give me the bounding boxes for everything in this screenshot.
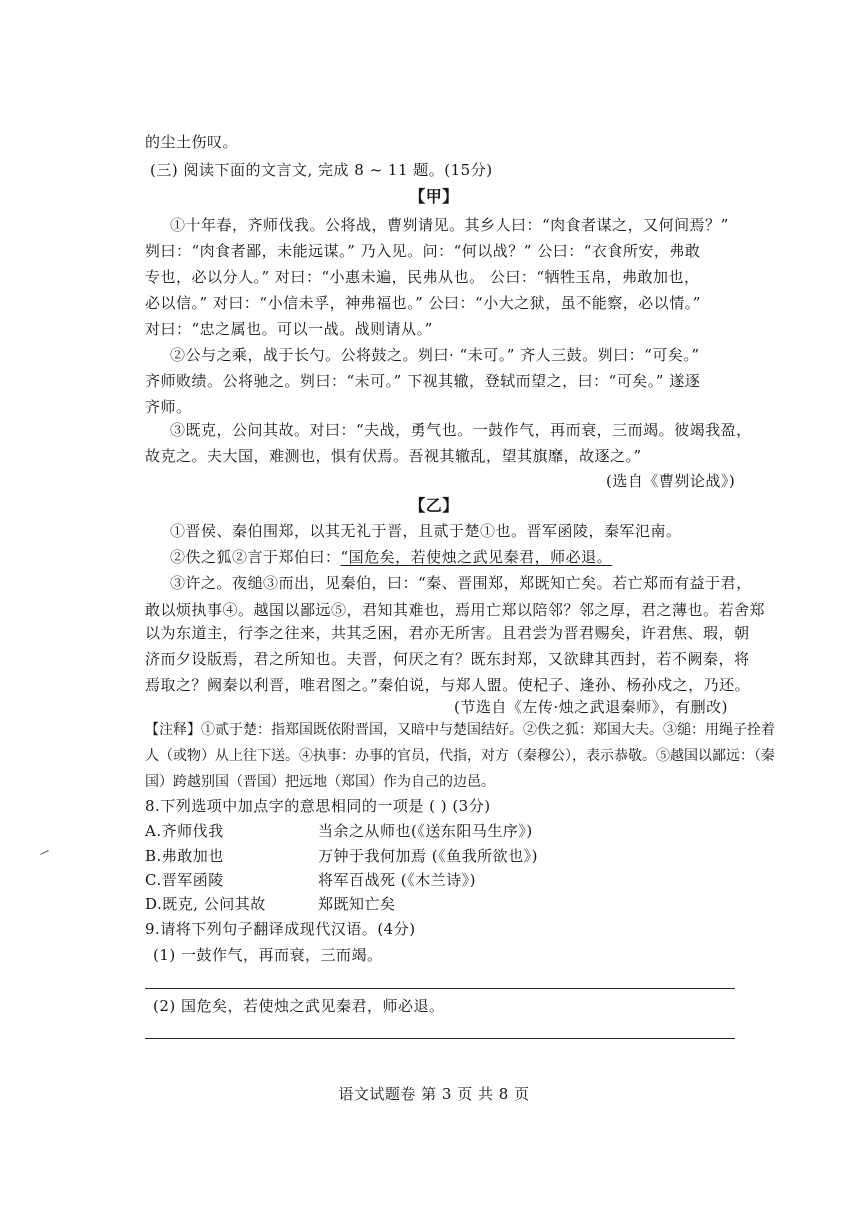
underlined-sentence: “国危矣，若使烛之武见秦君，师必退。 [340, 548, 613, 566]
passage-b-title: 【乙】 [409, 496, 459, 515]
section3-heading: (三) 阅读下面的文言文, 完成 8 ~ 11 题。(15分) [150, 161, 493, 179]
passage-line: 以为东道主，行李之往来，共其乏困，君亦无所害。且君尝为晋君赐矣，许君焦、瑕，朝 [145, 624, 750, 642]
passage-line: 齐师败绩。公将驰之。刿曰：“未可。” 下视其辙，登轼而望之，曰：“可矣。” 遂逐 [145, 372, 701, 390]
option-b-left: B.弗敢加也 [145, 847, 224, 865]
answer-line-2 [145, 1038, 735, 1039]
option-c-right: 将军百战死 (《木兰诗》) [318, 871, 476, 889]
passage-line: 对曰：“忠之属也。可以一战。战则请从。” [145, 320, 433, 338]
passage-line: 济而夕设版焉，君之所知也。夫晋，何厌之有？既东封郑，又欲肆其西封，若不阙秦，将 [145, 650, 750, 668]
passage-line: ①十年春，齐师伐我。公将战，曹刿请见。其乡人曰：“肉食者谋之，又何间焉？” [170, 216, 729, 234]
note-line: 【注释】①贰于楚：指郑国既依附晋国，又暗中与楚国结好。②佚之狐：郑国大夫。③缒：用绳子拴着 [145, 722, 775, 738]
passage-line: 焉取之？阙秦以利晋，唯君图之。”秦伯说，与郑人盟。使杞子、逢孙、杨孙戍之，乃还。 [145, 676, 751, 694]
passage-line [170, 546, 612, 568]
passage-line: ②公与之乘，战于长勺。公将鼓之。刿曰· “未可。” 齐人三鼓。刿曰：“可矣。” [170, 346, 700, 364]
passage-line: 刿曰：“肉食者鄙，未能远谋。” 乃入见。问：“何以战？” 公曰：“衣食所安，弗敢 [145, 242, 701, 260]
passage-line: 必以信。” 对曰：“小信未孚，神弗福也。” 公曰：“小大之狱，虽不能察，必以情。” [145, 294, 701, 312]
question-8-stem: 8.下列选项中加点字的意思相同的一项是 ( ) (3分) [145, 797, 491, 815]
option-d-left: D.既克, 公问其故 [145, 895, 266, 913]
passage-a-source: (选自《曹刿论战》) [606, 472, 736, 490]
option-a-left: A.齐师伐我 [145, 822, 224, 840]
note-line: 人（或物）从上往下送。④执事：办事的官员，代指，对方（秦穆公），表示恭敬。⑤越国以鄙远：（秦 [145, 748, 775, 764]
intro-tail: 的尘土伤叹。 [145, 133, 239, 151]
passage-line-prefix: ②佚之狐②言于郑伯曰： [170, 548, 341, 566]
question-9-item-2: (2) 国危矣，若使烛之武见秦君，师必退。 [153, 997, 445, 1015]
passage-line: 故克之。夫大国，难测也，惧有伏焉。吾视其辙乱，望其旗靡，故逐之。” [145, 447, 642, 465]
passage-line: ③既克，公问其故。对曰：“夫战，勇气也。一鼓作气，再而衰，三而竭。彼竭我盈， [170, 421, 752, 439]
option-d-right: 郑既知亡矣 [318, 895, 396, 913]
passage-line: ③许之。夜缒③而出，见秦伯，曰：“秦、晋围郑，郑既知亡矣。若亡郑而有益于君， [170, 574, 752, 592]
scan-mark [40, 850, 49, 855]
page-footer: 语文试题卷 第 3 页 共 8 页 [338, 1085, 530, 1103]
note-line: 国）跨越别国（晋国）把远地（郑国）作为自己的边邑。 [145, 774, 495, 790]
option-b-right: 万钟于我何加焉 (《鱼我所欲也》) [318, 847, 538, 865]
question-9-item-1: (1) 一鼓作气，再而衰，三而竭。 [153, 946, 383, 964]
passage-line: 齐师。 [145, 398, 192, 416]
answer-line-1 [145, 988, 735, 989]
passage-b-source: (节选自《左传·烛之武退秦师》，有删改) [454, 698, 728, 716]
passage-line: ①晋侯、秦伯围郑，以其无礼于晋，且贰于楚①也。晋军函陵，秦军氾南。 [170, 522, 682, 540]
option-a-right: 当余之从师也(《送东阳马生序》) [318, 822, 533, 840]
option-c-left: C.晋军函陵 [145, 871, 224, 889]
passage-a-title: 【甲】 [409, 187, 459, 206]
passage-line: 专也，必以分人。” 对曰：“小惠未遍，民弗从也。 公曰：“牺牲玉帛，弗敢加也， [145, 268, 700, 286]
passage-line: 敢以烦执事④。越国以鄙远⑤，君知其难也，焉用亡郑以陪邻？邻之厚，君之薄也。若舍郑 [145, 601, 766, 619]
question-9-stem: 9.请将下列句子翻译成现代汉语。(4分) [145, 920, 416, 938]
